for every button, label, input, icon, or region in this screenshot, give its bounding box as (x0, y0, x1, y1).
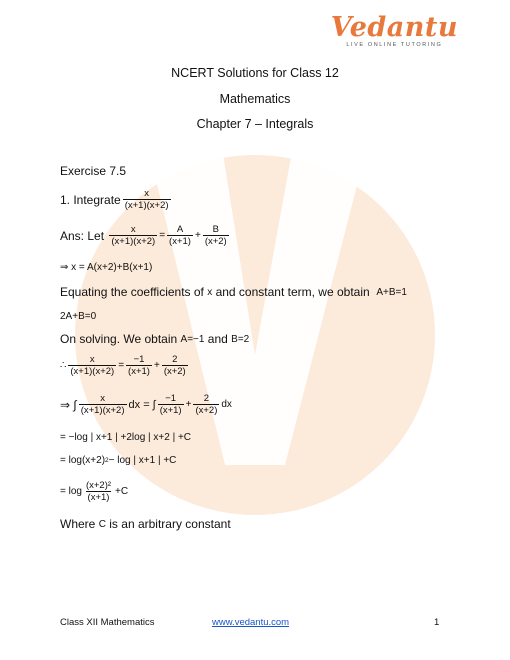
log-fraction (84, 480, 113, 503)
fraction-numerator: 2 (172, 354, 178, 365)
footer-class-label: Class XII Mathematics (60, 617, 155, 628)
equating-text-1: Equating the coefficients of (60, 285, 204, 299)
equating-row (60, 285, 407, 299)
therefore-lhs-fraction (68, 354, 116, 377)
therefore-symbol: ∴ (60, 360, 67, 371)
second-equation-row (60, 311, 96, 322)
fraction-numerator: x (89, 354, 95, 365)
integral-prefix: ⇒ ∫ (60, 397, 77, 412)
fraction-numerator: B (212, 224, 219, 235)
footer-website-link[interactable]: www.vedantu.com (212, 617, 290, 628)
logo-wordmark: Vedantu (330, 12, 458, 43)
plus-sign: + (185, 399, 192, 410)
fraction-numerator: x (100, 393, 105, 404)
solving-and: and (207, 332, 228, 346)
fraction-denominator: (x+1)(x+2) (80, 405, 125, 416)
where-text-1: Where (60, 517, 96, 531)
integral-a-fraction (158, 393, 184, 416)
solution-b: B=2 (231, 333, 250, 345)
doc-title: NCERT Solutions for Class 12 (171, 66, 339, 80)
equating-variable: x (207, 286, 213, 298)
answer-row (60, 224, 231, 247)
question-fraction (123, 188, 171, 211)
answer-lhs-fraction (109, 224, 157, 247)
fraction-denominator: (x+1)(x+2) (111, 236, 156, 247)
equals-sign: = (118, 360, 125, 371)
doc-subject: Mathematics (219, 92, 291, 106)
answer-prefix: Ans: Let (60, 228, 105, 243)
exercise-label: Exercise 7.5 (60, 164, 127, 178)
fraction-numerator: −1 (133, 354, 145, 365)
equating-text-2: and constant term, we obtain (215, 285, 370, 299)
therefore-row (60, 354, 190, 377)
plus-sign: + (194, 230, 201, 241)
solution-a: A=−1 (180, 333, 205, 345)
integral-suffix: dx (221, 399, 232, 410)
log-expression-1: = −log | x+1 | +2log | x+2 | +C (60, 432, 192, 443)
integral-middle: dx = ∫ (128, 398, 156, 411)
step-identity (60, 262, 152, 273)
fraction-denominator: (x+1) (128, 366, 150, 377)
fraction-denominator: (x+1)(x+2) (70, 366, 115, 377)
fraction-denominator: (x+2) (163, 366, 186, 377)
doc-chapter: Chapter 7 – Integrals (196, 117, 314, 131)
question-row (60, 188, 173, 211)
logo-tagline: LIVE ONLINE TUTORING (346, 42, 443, 48)
integral-b-fraction (193, 393, 219, 416)
identity-equation: ⇒ x = A(x+2)+B(x+1) (60, 262, 153, 273)
question-prefix: 1. Integrate (60, 192, 121, 207)
log-expression-2b: − log | x+1 | +C (108, 455, 177, 466)
fraction-numerator: (x+2)² (85, 480, 112, 491)
second-equation: 2A+B=0 (60, 311, 97, 322)
fraction-denominator: (x+1) (159, 405, 182, 416)
fraction-numerator: x (144, 188, 149, 199)
therefore-b-fraction (162, 354, 188, 377)
solving-row (60, 332, 249, 346)
fraction-numerator: −1 (165, 393, 177, 404)
therefore-a-fraction (126, 354, 152, 377)
log-line-2 (60, 455, 176, 466)
constant-symbol: C (98, 518, 106, 530)
fraction-denominator: (x+1) (169, 236, 191, 247)
exponent: 2 (105, 457, 109, 464)
solving-text: On solving. We obtain (60, 332, 178, 346)
answer-a-fraction (167, 224, 193, 247)
fraction-denominator: (x+1) (87, 492, 110, 503)
log-line-1 (60, 432, 191, 443)
answer-b-fraction (203, 224, 229, 247)
where-row (60, 517, 231, 531)
where-text-2: is an arbitrary constant (109, 517, 231, 531)
fraction-numerator: x (130, 224, 136, 235)
fraction-numerator: 2 (203, 393, 210, 404)
plus-sign: + (153, 360, 160, 371)
log-prefix: = log (60, 486, 82, 497)
integral-lhs-fraction (79, 393, 127, 416)
fraction-numerator: A (176, 224, 184, 235)
fraction-denominator: (x+2) (195, 405, 218, 416)
log-suffix: +C (115, 486, 129, 497)
page-number: 1 (434, 617, 440, 628)
fraction-denominator: (x+2) (204, 236, 227, 247)
log-expression-2a: = log(x+2) (60, 455, 106, 466)
vedantu-logo (331, 14, 458, 48)
equals-sign: = (159, 230, 166, 241)
equating-result: A+B=1 (376, 286, 407, 298)
exercise-heading (60, 164, 126, 178)
integral-row (60, 393, 232, 416)
fraction-denominator: (x+1)(x+2) (124, 200, 169, 211)
log-line-3 (60, 480, 128, 503)
